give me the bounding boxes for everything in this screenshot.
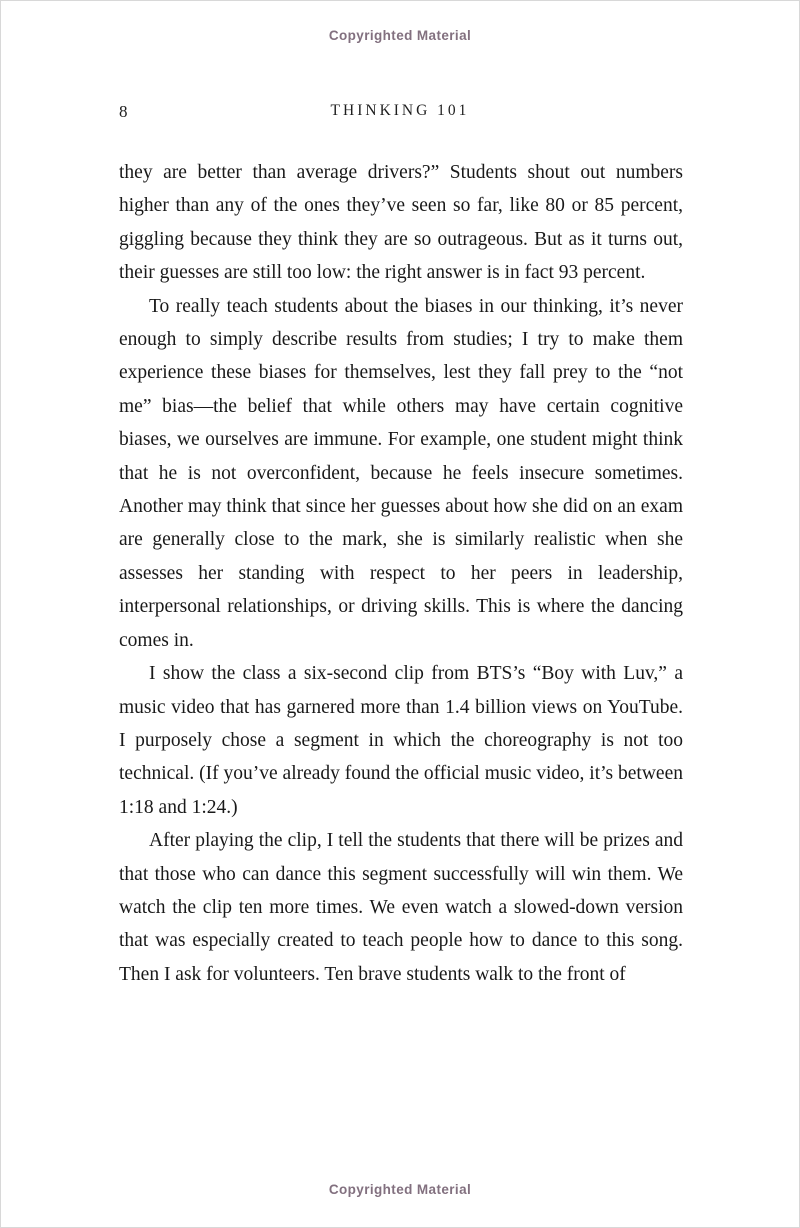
paragraph: I show the class a six-second clip from BTS’s “Boy with Luv,” a music video that has garnered more than 1.4 billion views on YouTube. I purposely chose a segment in which the choreography is not too technical. (If you’ve already found the official music video, it’s between 1:18 and 1:24.) xyxy=(119,663,683,818)
page-header xyxy=(119,102,681,124)
paragraph: To really teach students about the biases in our thinking, it’s never enough to simply describe results from studies; I try to make them experience these biases for themselves, lest they fall prey to the “not me” bias—the belief that while others may have certain cognitive biases, we ourselves are immune. For example, one student might think that he is not overconfident, because he feels insecure sometimes. Another may think that since her guesses about how she did on an exam are generally close to the mark, she is similarly realistic when she assesses her standing with respect to her peers in leadership, interpersonal relationships, or driving skills. This is where the dancing comes in. xyxy=(119,295,683,651)
page-number: 8 xyxy=(119,102,128,121)
paragraph: After playing the clip, I tell the students that there will be prizes and that those who can dance this segment successfully will win them. We watch the clip ten more times. We even watch a slowed-down version that was especially created to teach people how to dance to this song. Then I ask for volunteers. Ten brave students walk to the front of xyxy=(119,830,683,985)
body-text xyxy=(119,156,683,991)
paragraph: they are better than average drivers?” Students shout out numbers higher than any of the ones they’ve seen so far, like 80 or 85 percent, giggling because they think they are so outrageous. But as it turns out, their guesses are still too low: the right answer is in fact 93 percent. xyxy=(119,162,683,284)
copyright-notice-top: Copyrighted Material xyxy=(328,28,472,43)
running-header-title: THINKING 101 xyxy=(330,102,470,119)
copyright-notice-bottom: Copyrighted Material xyxy=(328,1182,472,1197)
